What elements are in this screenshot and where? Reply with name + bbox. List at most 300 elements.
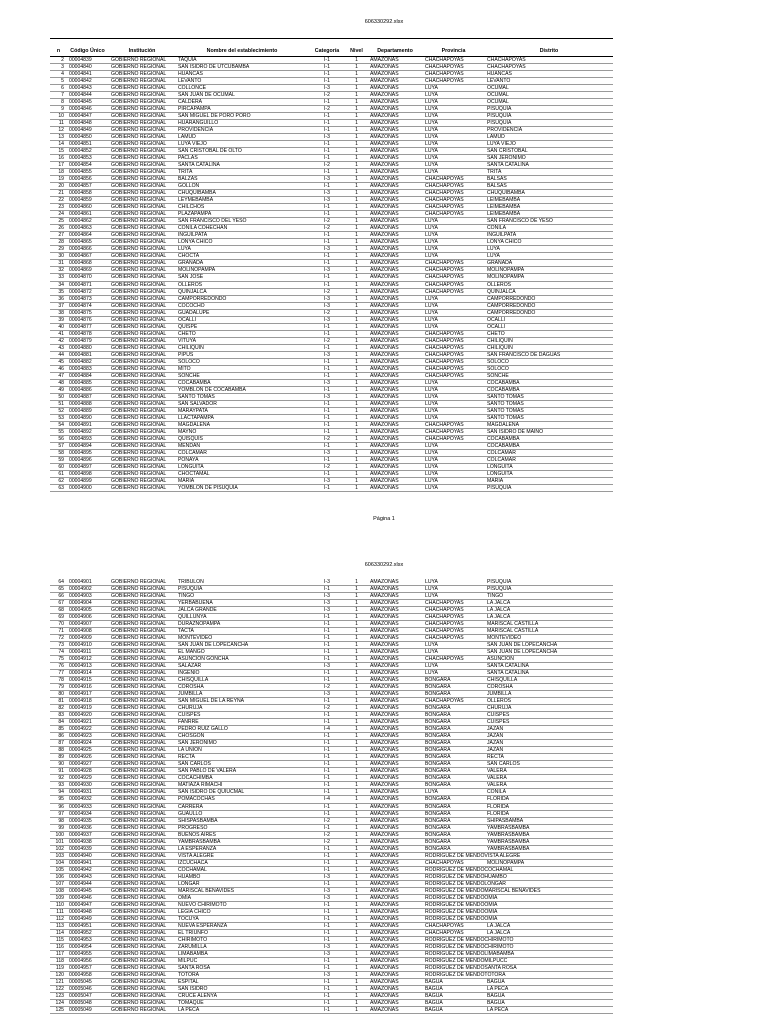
cell-categoria[interactable]: I-1: [324, 281, 330, 288]
cell-codigo[interactable]: 00004957: [69, 964, 92, 971]
cell-n[interactable]: 75: [58, 656, 64, 663]
table-row[interactable]: [50, 323, 613, 330]
cell-codigo[interactable]: 00004943: [69, 873, 92, 880]
cell-institucion[interactable]: GOBIERNO REGIONAL: [111, 337, 167, 344]
cell-nivel[interactable]: 1: [355, 600, 358, 607]
cell-nombre[interactable]: TOTORA: [178, 971, 200, 978]
cell-codigo[interactable]: 00005045: [69, 978, 92, 985]
table-row[interactable]: [50, 295, 613, 302]
cell-n[interactable]: 124: [55, 999, 64, 1006]
cell-categoria[interactable]: I-1: [324, 754, 330, 761]
cell-categoria[interactable]: I-1: [324, 183, 330, 190]
cell-nombre[interactable]: LONGUITA: [178, 463, 204, 470]
cell-institucion[interactable]: GOBIERNO REGIONAL: [111, 71, 167, 78]
cell-distrito[interactable]: OLLEROS: [487, 698, 512, 705]
cell-distrito[interactable]: COCABAMBA: [487, 379, 520, 386]
cell-n[interactable]: 43: [58, 344, 64, 351]
cell-codigo[interactable]: 00004915: [69, 677, 92, 684]
table-row[interactable]: [50, 957, 613, 964]
cell-nivel[interactable]: 1: [355, 936, 358, 943]
cell-provincia[interactable]: BONGARA: [425, 831, 451, 838]
table-row[interactable]: [50, 635, 613, 642]
table-row[interactable]: [50, 796, 613, 803]
cell-codigo[interactable]: 00004879: [69, 337, 92, 344]
table-row[interactable]: [50, 141, 613, 148]
table-row[interactable]: [50, 740, 613, 747]
cell-departamento[interactable]: AMAZONAS: [370, 148, 399, 155]
cell-n[interactable]: 9: [61, 106, 64, 113]
cell-nivel[interactable]: 1: [355, 288, 358, 295]
cell-departamento[interactable]: AMAZONAS: [370, 246, 399, 253]
cell-institucion[interactable]: GOBIERNO REGIONAL: [111, 887, 167, 894]
cell-codigo[interactable]: 00004854: [69, 162, 92, 169]
cell-institucion[interactable]: GOBIERNO REGIONAL: [111, 169, 167, 176]
cell-nivel[interactable]: 1: [355, 92, 358, 99]
cell-categoria[interactable]: I-3: [324, 887, 330, 894]
table-row[interactable]: [50, 169, 613, 176]
cell-categoria[interactable]: I-3: [324, 943, 330, 950]
cell-nivel[interactable]: 1: [355, 901, 358, 908]
cell-n[interactable]: 56: [58, 435, 64, 442]
cell-codigo[interactable]: 00004922: [69, 726, 92, 733]
cell-categoria[interactable]: I-1: [324, 789, 330, 796]
cell-departamento[interactable]: AMAZONAS: [370, 810, 399, 817]
cell-categoria[interactable]: I-1: [324, 768, 330, 775]
cell-codigo[interactable]: 00004900: [69, 484, 92, 491]
cell-codigo[interactable]: 00004872: [69, 288, 92, 295]
cell-distrito[interactable]: COCABAMBA: [487, 435, 520, 442]
cell-n[interactable]: 12: [58, 127, 64, 134]
cell-n[interactable]: 85: [58, 726, 64, 733]
cell-institucion[interactable]: GOBIERNO REGIONAL: [111, 810, 167, 817]
cell-n[interactable]: 36: [58, 295, 64, 302]
cell-departamento[interactable]: AMAZONAS: [370, 817, 399, 824]
cell-departamento[interactable]: AMAZONAS: [370, 183, 399, 190]
cell-provincia[interactable]: CHACHAPOYAS: [425, 435, 464, 442]
cell-nivel[interactable]: 1: [355, 470, 358, 477]
cell-institucion[interactable]: GOBIERNO REGIONAL: [111, 663, 167, 670]
cell-provincia[interactable]: RODRIGUEZ DE MENDOOMIA: [425, 901, 498, 908]
cell-distrito[interactable]: SANTO TOMAS: [487, 400, 524, 407]
cell-codigo[interactable]: 00004861: [69, 211, 92, 218]
table-row[interactable]: [50, 663, 613, 670]
cell-codigo[interactable]: 00004931: [69, 789, 92, 796]
cell-n[interactable]: 123: [55, 992, 64, 999]
cell-provincia[interactable]: CHACHAPOYAS: [425, 365, 464, 372]
cell-distrito[interactable]: SANTO TOMAS: [487, 393, 524, 400]
cell-departamento[interactable]: AMAZONAS: [370, 593, 399, 600]
cell-codigo[interactable]: 00004869: [69, 267, 92, 274]
cell-distrito[interactable]: FLORIDA: [487, 810, 510, 817]
cell-nombre[interactable]: LEYMEBAMBA: [178, 197, 214, 204]
table-row[interactable]: [50, 162, 613, 169]
cell-codigo[interactable]: 00004888: [69, 400, 92, 407]
cell-departamento[interactable]: AMAZONAS: [370, 344, 399, 351]
cell-n[interactable]: 93: [58, 782, 64, 789]
cell-n[interactable]: 23: [58, 204, 64, 211]
cell-categoria[interactable]: I-1: [324, 113, 330, 120]
cell-provincia[interactable]: LUYA: [425, 586, 438, 593]
cell-provincia[interactable]: LUYA: [425, 85, 438, 92]
cell-provincia[interactable]: BONGARA: [425, 684, 451, 691]
cell-provincia[interactable]: BAGUA: [425, 985, 443, 992]
cell-provincia[interactable]: LUYA: [425, 148, 438, 155]
cell-provincia[interactable]: LUYA: [425, 442, 438, 449]
cell-institucion[interactable]: GOBIERNO REGIONAL: [111, 978, 167, 985]
table-row[interactable]: [50, 330, 613, 337]
cell-nombre[interactable]: INGUILPATA: [178, 232, 208, 239]
cell-provincia[interactable]: BONGARA: [425, 754, 451, 761]
cell-nivel[interactable]: 1: [355, 190, 358, 197]
cell-nombre[interactable]: SAN ISIDRO DE QUIUCMAL: [178, 789, 245, 796]
cell-codigo[interactable]: 00004914: [69, 670, 92, 677]
cell-departamento[interactable]: AMAZONAS: [370, 211, 399, 218]
cell-departamento[interactable]: AMAZONAS: [370, 831, 399, 838]
cell-departamento[interactable]: AMAZONAS: [370, 358, 399, 365]
cell-institucion[interactable]: GOBIERNO REGIONAL: [111, 470, 167, 477]
cell-departamento[interactable]: AMAZONAS: [370, 386, 399, 393]
cell-nombre[interactable]: FANRRE: [178, 719, 199, 726]
cell-departamento[interactable]: AMAZONAS: [370, 754, 399, 761]
cell-institucion[interactable]: GOBIERNO REGIONAL: [111, 824, 167, 831]
cell-institucion[interactable]: GOBIERNO REGIONAL: [111, 691, 167, 698]
cell-categoria[interactable]: I-1: [324, 323, 330, 330]
cell-categoria[interactable]: I-1: [324, 141, 330, 148]
cell-codigo[interactable]: 00004851: [69, 141, 92, 148]
cell-nombre[interactable]: TOMAQUE: [178, 999, 204, 1006]
cell-institucion[interactable]: GOBIERNO REGIONAL: [111, 267, 167, 274]
cell-nombre[interactable]: COCHAMAL: [178, 866, 207, 873]
cell-institucion[interactable]: GOBIERNO REGIONAL: [111, 922, 167, 929]
cell-institucion[interactable]: GOBIERNO REGIONAL: [111, 761, 167, 768]
cell-distrito[interactable]: SANTO TOMAS: [487, 407, 524, 414]
cell-departamento[interactable]: AMAZONAS: [370, 239, 399, 246]
table-row[interactable]: [50, 274, 613, 281]
table-row[interactable]: [50, 768, 613, 775]
cell-provincia[interactable]: CHACHAPOYAS: [425, 421, 464, 428]
cell-departamento[interactable]: AMAZONAS: [370, 971, 399, 978]
cell-n[interactable]: 29: [58, 246, 64, 253]
cell-nombre[interactable]: CHURUJA: [178, 705, 203, 712]
cell-provincia[interactable]: LUYA: [425, 456, 438, 463]
cell-provincia[interactable]: BONGARA: [425, 775, 451, 782]
cell-institucion[interactable]: GOBIERNO REGIONAL: [111, 400, 167, 407]
table-row[interactable]: [50, 78, 613, 85]
cell-provincia[interactable]: RODRIGUEZ DE MENDOMARISCAL BENAVIDES: [425, 887, 541, 894]
cell-nombre[interactable]: SAN CRISTOBAL DE OLTO: [178, 148, 242, 155]
cell-departamento[interactable]: AMAZONAS: [370, 176, 399, 183]
cell-provincia[interactable]: CHACHAPOYAS: [425, 859, 464, 866]
cell-n[interactable]: 76: [58, 663, 64, 670]
cell-codigo[interactable]: 00004864: [69, 232, 92, 239]
cell-distrito[interactable]: CHETO: [487, 330, 505, 337]
cell-codigo[interactable]: 00004949: [69, 915, 92, 922]
cell-provincia[interactable]: CHACHAPOYAS: [425, 344, 464, 351]
cell-distrito[interactable]: LEIMEBAMBA: [487, 211, 521, 218]
cell-n[interactable]: 11: [58, 120, 64, 127]
cell-departamento[interactable]: AMAZONAS: [370, 407, 399, 414]
cell-categoria[interactable]: I-3: [324, 607, 330, 614]
cell-distrito[interactable]: OCUMAL: [487, 99, 509, 106]
cell-provincia[interactable]: CHACHAPOYAS: [425, 176, 464, 183]
cell-distrito[interactable]: SANTA CATALINA: [487, 670, 529, 677]
cell-distrito[interactable]: SAN FRANCISCO DE YESO: [487, 218, 553, 225]
cell-distrito[interactable]: SAN JUAN DE LOPECANCHA: [487, 642, 558, 649]
table-row[interactable]: [50, 253, 613, 260]
cell-provincia[interactable]: CHACHAPOYAS: [425, 288, 464, 295]
table-row[interactable]: [50, 971, 613, 978]
cell-institucion[interactable]: GOBIERNO REGIONAL: [111, 155, 167, 162]
cell-n[interactable]: 53: [58, 414, 64, 421]
table-row[interactable]: [50, 915, 613, 922]
cell-nombre[interactable]: DURAZNOPAMPA: [178, 621, 221, 628]
cell-distrito[interactable]: LA JALCA: [487, 922, 511, 929]
table-row[interactable]: [50, 225, 613, 232]
cell-n[interactable]: 59: [58, 456, 64, 463]
cell-nivel[interactable]: 1: [355, 677, 358, 684]
cell-provincia[interactable]: LUYA: [425, 225, 438, 232]
cell-categoria[interactable]: I-1: [324, 915, 330, 922]
table-row[interactable]: [50, 712, 613, 719]
cell-nivel[interactable]: 1: [355, 176, 358, 183]
table-row[interactable]: [50, 134, 613, 141]
cell-nivel[interactable]: 1: [355, 957, 358, 964]
cell-categoria[interactable]: I-1: [324, 372, 330, 379]
cell-institucion[interactable]: GOBIERNO REGIONAL: [111, 586, 167, 593]
cell-provincia[interactable]: LUYA: [425, 400, 438, 407]
cell-codigo[interactable]: 00004932: [69, 796, 92, 803]
cell-codigo[interactable]: 00005047: [69, 992, 92, 999]
cell-nivel[interactable]: 1: [355, 309, 358, 316]
cell-nombre[interactable]: OMIA: [178, 894, 192, 901]
cell-categoria[interactable]: I-1: [324, 936, 330, 943]
cell-departamento[interactable]: AMAZONAS: [370, 162, 399, 169]
table-row[interactable]: [50, 239, 613, 246]
table-row[interactable]: [50, 677, 613, 684]
cell-nivel[interactable]: 1: [355, 915, 358, 922]
cell-nivel[interactable]: 1: [355, 78, 358, 85]
cell-nombre[interactable]: YAMBRASBAMBA: [178, 838, 221, 845]
cell-departamento[interactable]: AMAZONAS: [370, 365, 399, 372]
cell-institucion[interactable]: GOBIERNO REGIONAL: [111, 78, 167, 85]
cell-codigo[interactable]: 00004901: [69, 579, 92, 585]
cell-n[interactable]: 60: [58, 463, 64, 470]
cell-codigo[interactable]: 00004924: [69, 740, 92, 747]
column-header-nivel[interactable]: Nivel: [345, 39, 367, 57]
cell-nombre[interactable]: JALCA GRANDE: [178, 607, 217, 614]
cell-institucion[interactable]: GOBIERNO REGIONAL: [111, 274, 167, 281]
cell-nivel[interactable]: 1: [355, 908, 358, 915]
cell-provincia[interactable]: LUYA: [425, 302, 438, 309]
cell-codigo[interactable]: 00004902: [69, 586, 92, 593]
cell-n[interactable]: 92: [58, 775, 64, 782]
table-row[interactable]: [50, 365, 613, 372]
table-row[interactable]: [50, 372, 613, 379]
cell-codigo[interactable]: 00004880: [69, 344, 92, 351]
cell-provincia[interactable]: RODRIGUEZ DE MENDOCHIRIMOTO: [425, 943, 514, 950]
cell-nombre[interactable]: GUAULLO: [178, 810, 203, 817]
cell-institucion[interactable]: GOBIERNO REGIONAL: [111, 894, 167, 901]
cell-departamento[interactable]: AMAZONAS: [370, 78, 399, 85]
cell-n[interactable]: 100: [55, 831, 64, 838]
cell-n[interactable]: 2: [61, 57, 64, 63]
cell-distrito[interactable]: OCALLI: [487, 323, 506, 330]
cell-provincia[interactable]: RODRIGUEZ DE MENDOOMIA: [425, 915, 498, 922]
table-row[interactable]: [50, 950, 613, 957]
cell-nombre[interactable]: PISUQUIA: [178, 586, 203, 593]
cell-provincia[interactable]: CHACHAPOYAS: [425, 211, 464, 218]
cell-provincia[interactable]: LUYA: [425, 106, 438, 113]
cell-categoria[interactable]: I-3: [324, 971, 330, 978]
table-row[interactable]: [50, 183, 613, 190]
cell-distrito[interactable]: PROVIDENCIA: [487, 127, 523, 134]
cell-provincia[interactable]: BONGARA: [425, 705, 451, 712]
cell-nivel[interactable]: 1: [355, 225, 358, 232]
cell-nombre[interactable]: TAQUIA: [178, 57, 197, 63]
cell-codigo[interactable]: 00004840: [69, 64, 92, 71]
cell-nombre[interactable]: NUEVA ESPERANZA: [178, 922, 228, 929]
cell-nombre[interactable]: PONAYA: [178, 456, 199, 463]
cell-institucion[interactable]: GOBIERNO REGIONAL: [111, 628, 167, 635]
cell-nombre[interactable]: QUISPE: [178, 323, 198, 330]
cell-categoria[interactable]: I-1: [324, 824, 330, 831]
cell-distrito[interactable]: LAMUD: [487, 134, 505, 141]
cell-nombre[interactable]: SAN JOSE: [178, 274, 204, 281]
cell-nombre[interactable]: GOLLON: [178, 183, 200, 190]
cell-n[interactable]: 118: [55, 957, 64, 964]
cell-nivel[interactable]: 1: [355, 740, 358, 747]
cell-nombre[interactable]: ASUNCION GONCHA: [178, 656, 229, 663]
cell-codigo[interactable]: 00004933: [69, 803, 92, 810]
cell-nivel[interactable]: 1: [355, 316, 358, 323]
cell-departamento[interactable]: AMAZONAS: [370, 127, 399, 134]
cell-distrito[interactable]: OCUMAL: [487, 92, 509, 99]
cell-distrito[interactable]: CHISQUILLA: [487, 677, 518, 684]
cell-departamento[interactable]: AMAZONAS: [370, 614, 399, 621]
cell-departamento[interactable]: AMAZONAS: [370, 85, 399, 92]
cell-nombre[interactable]: VISTA ALEGRE: [178, 852, 214, 859]
cell-departamento[interactable]: AMAZONAS: [370, 428, 399, 435]
cell-categoria[interactable]: I-1: [324, 414, 330, 421]
cell-departamento[interactable]: AMAZONAS: [370, 260, 399, 267]
cell-nivel[interactable]: 1: [355, 831, 358, 838]
cell-codigo[interactable]: 00004917: [69, 691, 92, 698]
cell-departamento[interactable]: AMAZONAS: [370, 950, 399, 957]
cell-nombre[interactable]: COLCAMAR: [178, 449, 207, 456]
cell-nombre[interactable]: HUAMBO: [178, 873, 201, 880]
table-row[interactable]: [50, 456, 613, 463]
cell-departamento[interactable]: AMAZONAS: [370, 253, 399, 260]
cell-distrito[interactable]: YAMBRASBAMBA: [487, 845, 530, 852]
cell-codigo[interactable]: 00004926: [69, 754, 92, 761]
cell-departamento[interactable]: AMAZONAS: [370, 929, 399, 936]
column-header-nombre[interactable]: Nombre del establecimiento: [175, 39, 308, 57]
cell-nombre[interactable]: HUANCAS: [178, 71, 203, 78]
column-header-departamento[interactable]: Departamento: [367, 39, 422, 57]
cell-categoria[interactable]: I-3: [324, 449, 330, 456]
cell-categoria[interactable]: I-1: [324, 992, 330, 999]
table-row[interactable]: [50, 484, 613, 491]
cell-nivel[interactable]: 1: [355, 113, 358, 120]
cell-provincia[interactable]: BAGUA: [425, 1006, 443, 1013]
cell-provincia[interactable]: LUYA: [425, 649, 438, 656]
cell-nombre[interactable]: LONYA CHICO: [178, 239, 213, 246]
cell-nivel[interactable]: 1: [355, 747, 358, 754]
cell-provincia[interactable]: BONGARA: [425, 838, 451, 845]
cell-n[interactable]: 91: [58, 768, 64, 775]
cell-distrito[interactable]: LEIMEBAMBA: [487, 204, 521, 211]
cell-nombre[interactable]: PIRCAPAMPA: [178, 106, 211, 113]
cell-categoria[interactable]: I-1: [324, 239, 330, 246]
cell-provincia[interactable]: LUYA: [425, 309, 438, 316]
cell-distrito[interactable]: JAZAN: [487, 747, 504, 754]
cell-categoria[interactable]: I-1: [324, 677, 330, 684]
cell-departamento[interactable]: AMAZONAS: [370, 803, 399, 810]
table-row[interactable]: [50, 309, 613, 316]
cell-distrito[interactable]: CHUQUIBAMBA: [487, 190, 525, 197]
cell-institucion[interactable]: GOBIERNO REGIONAL: [111, 435, 167, 442]
cell-nombre[interactable]: CHOCTA: [178, 253, 200, 260]
cell-provincia[interactable]: CHACHAPOYAS: [425, 621, 464, 628]
table-row[interactable]: [50, 761, 613, 768]
cell-nombre[interactable]: POMACOCHAS: [178, 796, 215, 803]
cell-categoria[interactable]: I-1: [324, 908, 330, 915]
cell-n[interactable]: 63: [58, 484, 64, 491]
cell-departamento[interactable]: AMAZONAS: [370, 155, 399, 162]
cell-n[interactable]: 88: [58, 747, 64, 754]
cell-nombre[interactable]: CHETO: [178, 330, 196, 337]
cell-nivel[interactable]: 1: [355, 148, 358, 155]
table-row[interactable]: [50, 859, 613, 866]
cell-institucion[interactable]: GOBIERNO REGIONAL: [111, 176, 167, 183]
table-row[interactable]: [50, 281, 613, 288]
cell-categoria[interactable]: I-1: [324, 782, 330, 789]
cell-distrito[interactable]: COCABAMBA: [487, 442, 520, 449]
cell-provincia[interactable]: CHACHAPOYAS: [425, 204, 464, 211]
cell-n[interactable]: 24: [58, 211, 64, 218]
cell-codigo[interactable]: 00004921: [69, 719, 92, 726]
table-row[interactable]: [50, 600, 613, 607]
cell-institucion[interactable]: GOBIERNO REGIONAL: [111, 614, 167, 621]
cell-n[interactable]: 50: [58, 393, 64, 400]
cell-n[interactable]: 15: [58, 148, 64, 155]
cell-categoria[interactable]: I-1: [324, 642, 330, 649]
table-row[interactable]: [50, 351, 613, 358]
cell-n[interactable]: 27: [58, 232, 64, 239]
cell-institucion[interactable]: GOBIERNO REGIONAL: [111, 92, 167, 99]
cell-categoria[interactable]: I-1: [324, 866, 330, 873]
cell-distrito[interactable]: TINGO: [487, 593, 504, 600]
cell-nombre[interactable]: PROGRESO: [178, 824, 208, 831]
cell-provincia[interactable]: RODRIGUEZ DE MENDOSANTA ROSA: [425, 964, 517, 971]
cell-institucion[interactable]: GOBIERNO REGIONAL: [111, 789, 167, 796]
cell-nivel[interactable]: 1: [355, 204, 358, 211]
cell-departamento[interactable]: AMAZONAS: [370, 789, 399, 796]
cell-nombre[interactable]: YOMBLON DE PISUQUIA: [178, 484, 238, 491]
cell-codigo[interactable]: 00004929: [69, 775, 92, 782]
cell-categoria[interactable]: I-4: [324, 726, 330, 733]
cell-categoria[interactable]: I-2: [324, 817, 330, 824]
cell-codigo[interactable]: 00004886: [69, 386, 92, 393]
cell-codigo[interactable]: 00004882: [69, 358, 92, 365]
cell-departamento[interactable]: AMAZONAS: [370, 218, 399, 225]
cell-nivel[interactable]: 1: [355, 649, 358, 656]
cell-provincia[interactable]: CHACHAPOYAS: [425, 607, 464, 614]
cell-categoria[interactable]: I-3: [324, 176, 330, 183]
table-row[interactable]: [50, 428, 613, 435]
table-row[interactable]: [50, 85, 613, 92]
cell-distrito[interactable]: LONYA CHICO: [487, 239, 522, 246]
